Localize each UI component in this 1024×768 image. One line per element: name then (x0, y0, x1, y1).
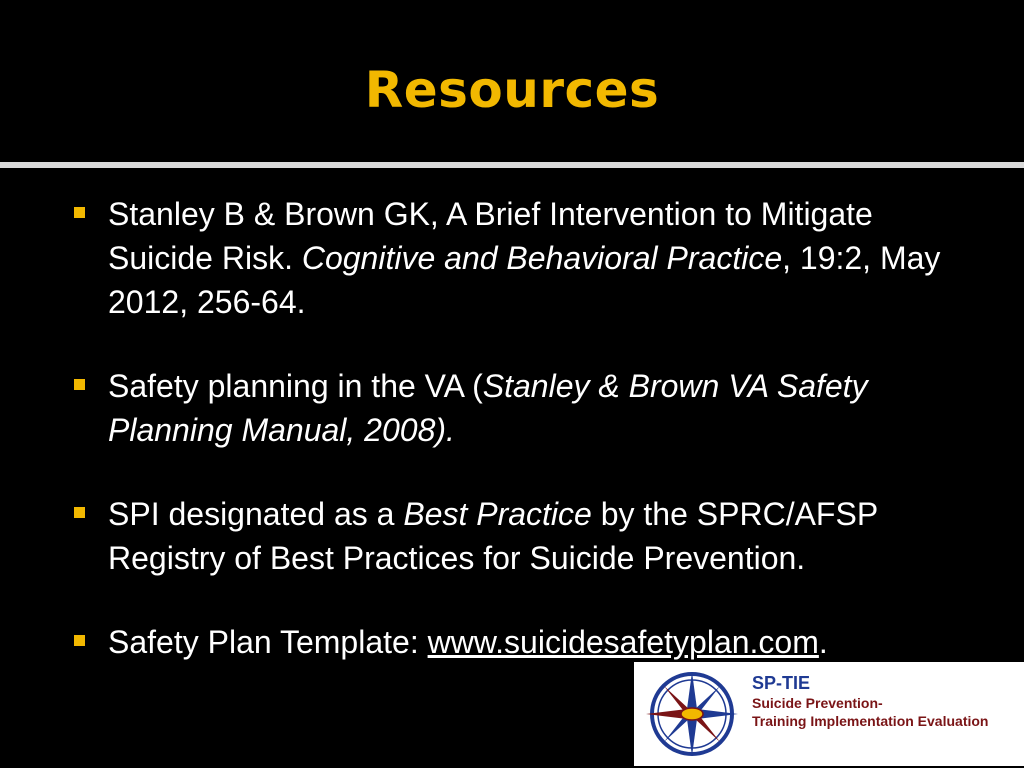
logo-text (752, 672, 988, 730)
list-item (74, 492, 974, 580)
compass-rose-icon (640, 666, 744, 762)
logo-line-2: Training Implementation Evaluation (752, 713, 989, 729)
square-bullet-icon (74, 507, 85, 518)
title-bar (0, 0, 1024, 160)
bullet-text-end: by the SPRC/AFSP Registry of Best Practices for Suicide Prevention. (108, 496, 878, 576)
square-bullet-icon (74, 379, 85, 390)
logo-abbreviation: SP-TIE (752, 673, 811, 693)
bullet-text-end: . (818, 624, 828, 660)
logo-line-1: Suicide Prevention- (752, 695, 883, 711)
bullet-text: Stanley B & Brown GK, A Brief Intervention to Mitigate Suicide Risk. (108, 196, 873, 276)
bullet-text: SPI designated as a (108, 496, 404, 532)
list-item (74, 620, 974, 664)
manual-title: Stanley & Brown VA Safety Planning Manual, 2008). (108, 368, 868, 448)
square-bullet-icon (74, 207, 85, 218)
citation-details: , 19:2, May 2012, 256-64. (108, 240, 941, 320)
best-practice-label: Best Practice (403, 496, 592, 532)
slide-title: Resources (364, 61, 660, 119)
template-link[interactable]: www.suicidesafetyplan.com (427, 624, 819, 660)
journal-name: Cognitive and Behavioral Practice (301, 240, 783, 276)
list-item (74, 192, 974, 324)
sp-tie-logo (634, 662, 1024, 766)
resources-list (74, 192, 974, 704)
bullet-text: Safety Plan Template: (108, 624, 428, 660)
square-bullet-icon (74, 635, 85, 646)
bullet-text: Safety planning in the VA ( (108, 368, 483, 404)
list-item (74, 364, 974, 452)
